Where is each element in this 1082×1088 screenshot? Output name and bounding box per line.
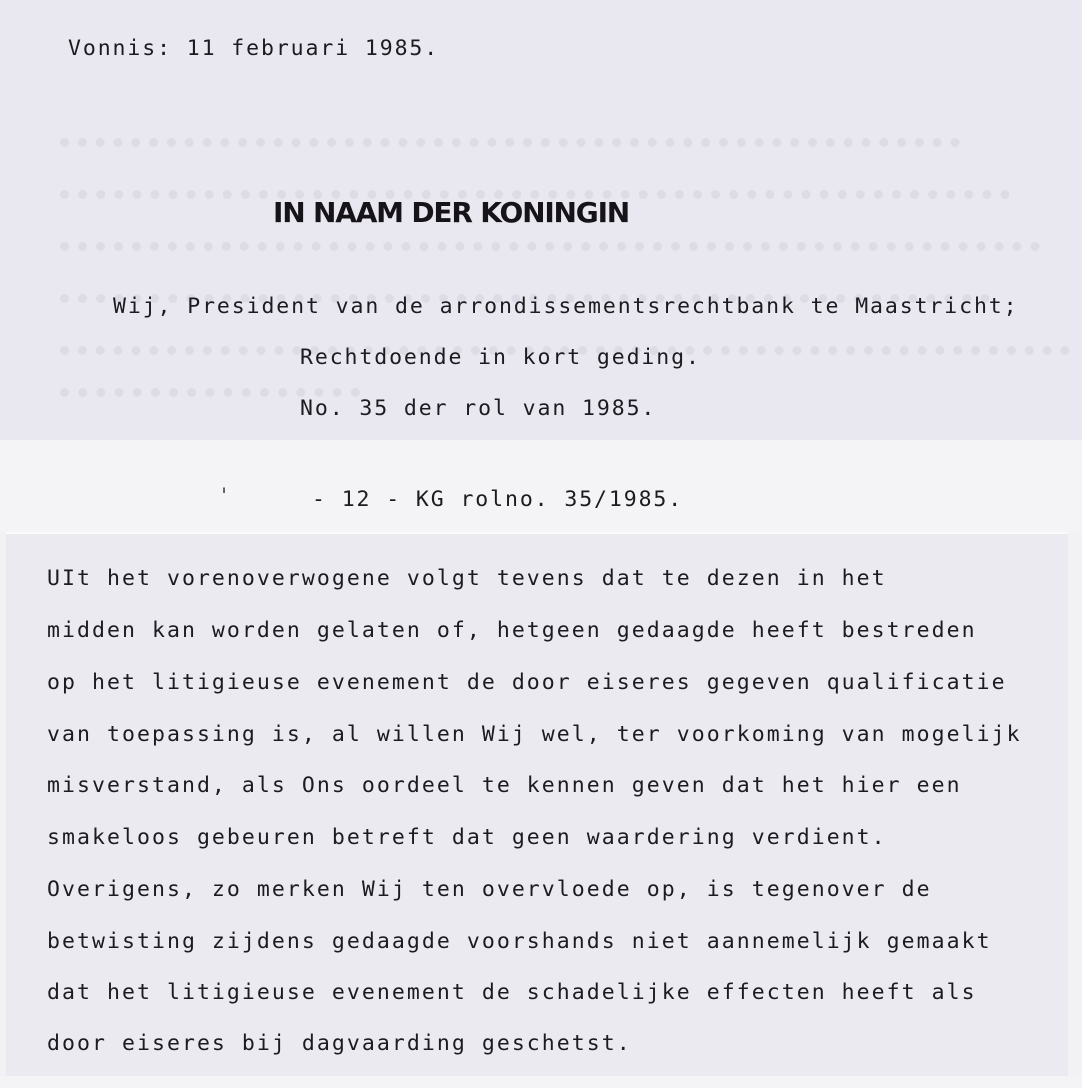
body-line: smakeloos gebeuren betreft dat geen waardering verdient. xyxy=(47,825,887,850)
procedure-line: Rechtdoende in kort geding. xyxy=(300,345,701,370)
page-marker-section xyxy=(0,440,1082,532)
body-line: UIt het vorenoverwogene volgt tevens dat te dezen in het xyxy=(47,566,887,591)
body-line: betwisting zijdens gedaagde voorshands niet aannemelijk gemaakt xyxy=(47,929,992,954)
body-line: Overigens, zo merken Wij ten overvloede op, is tegenover de xyxy=(47,877,932,902)
body-line: midden kan worden gelaten of, hetgeen gedaagde heeft bestreden xyxy=(47,618,977,643)
document-heading: IN NAAM DER KONINGIN xyxy=(273,196,630,229)
page-marker: - 12 - KG rolno. 35/1985. xyxy=(312,487,684,512)
body-line: door eiseres bij dagvaarding geschetst. xyxy=(47,1031,632,1056)
roll-number-line: No. 35 der rol van 1985. xyxy=(300,396,657,421)
body-line: misverstand, als Ons oordeel te kennen geven dat het hier een xyxy=(47,773,962,798)
body-line: dat het litigieuse evenement de schadelijke effecten heeft als xyxy=(47,980,977,1005)
body-line: van toepassing is, al willen Wij wel, ter voorkoming van mogelijk xyxy=(47,722,1022,747)
body-line: op het litigieuse evenement de door eiseres gegeven qualificatie xyxy=(47,670,1007,695)
court-line: Wij, President van de arrondissementsrechtbank te Maastricht; xyxy=(113,294,1019,319)
stray-tick-mark: ˈ xyxy=(218,484,232,508)
judgment-date: Vonnis: 11 februari 1985. xyxy=(68,36,440,61)
document-footer-strip xyxy=(0,1076,1082,1088)
